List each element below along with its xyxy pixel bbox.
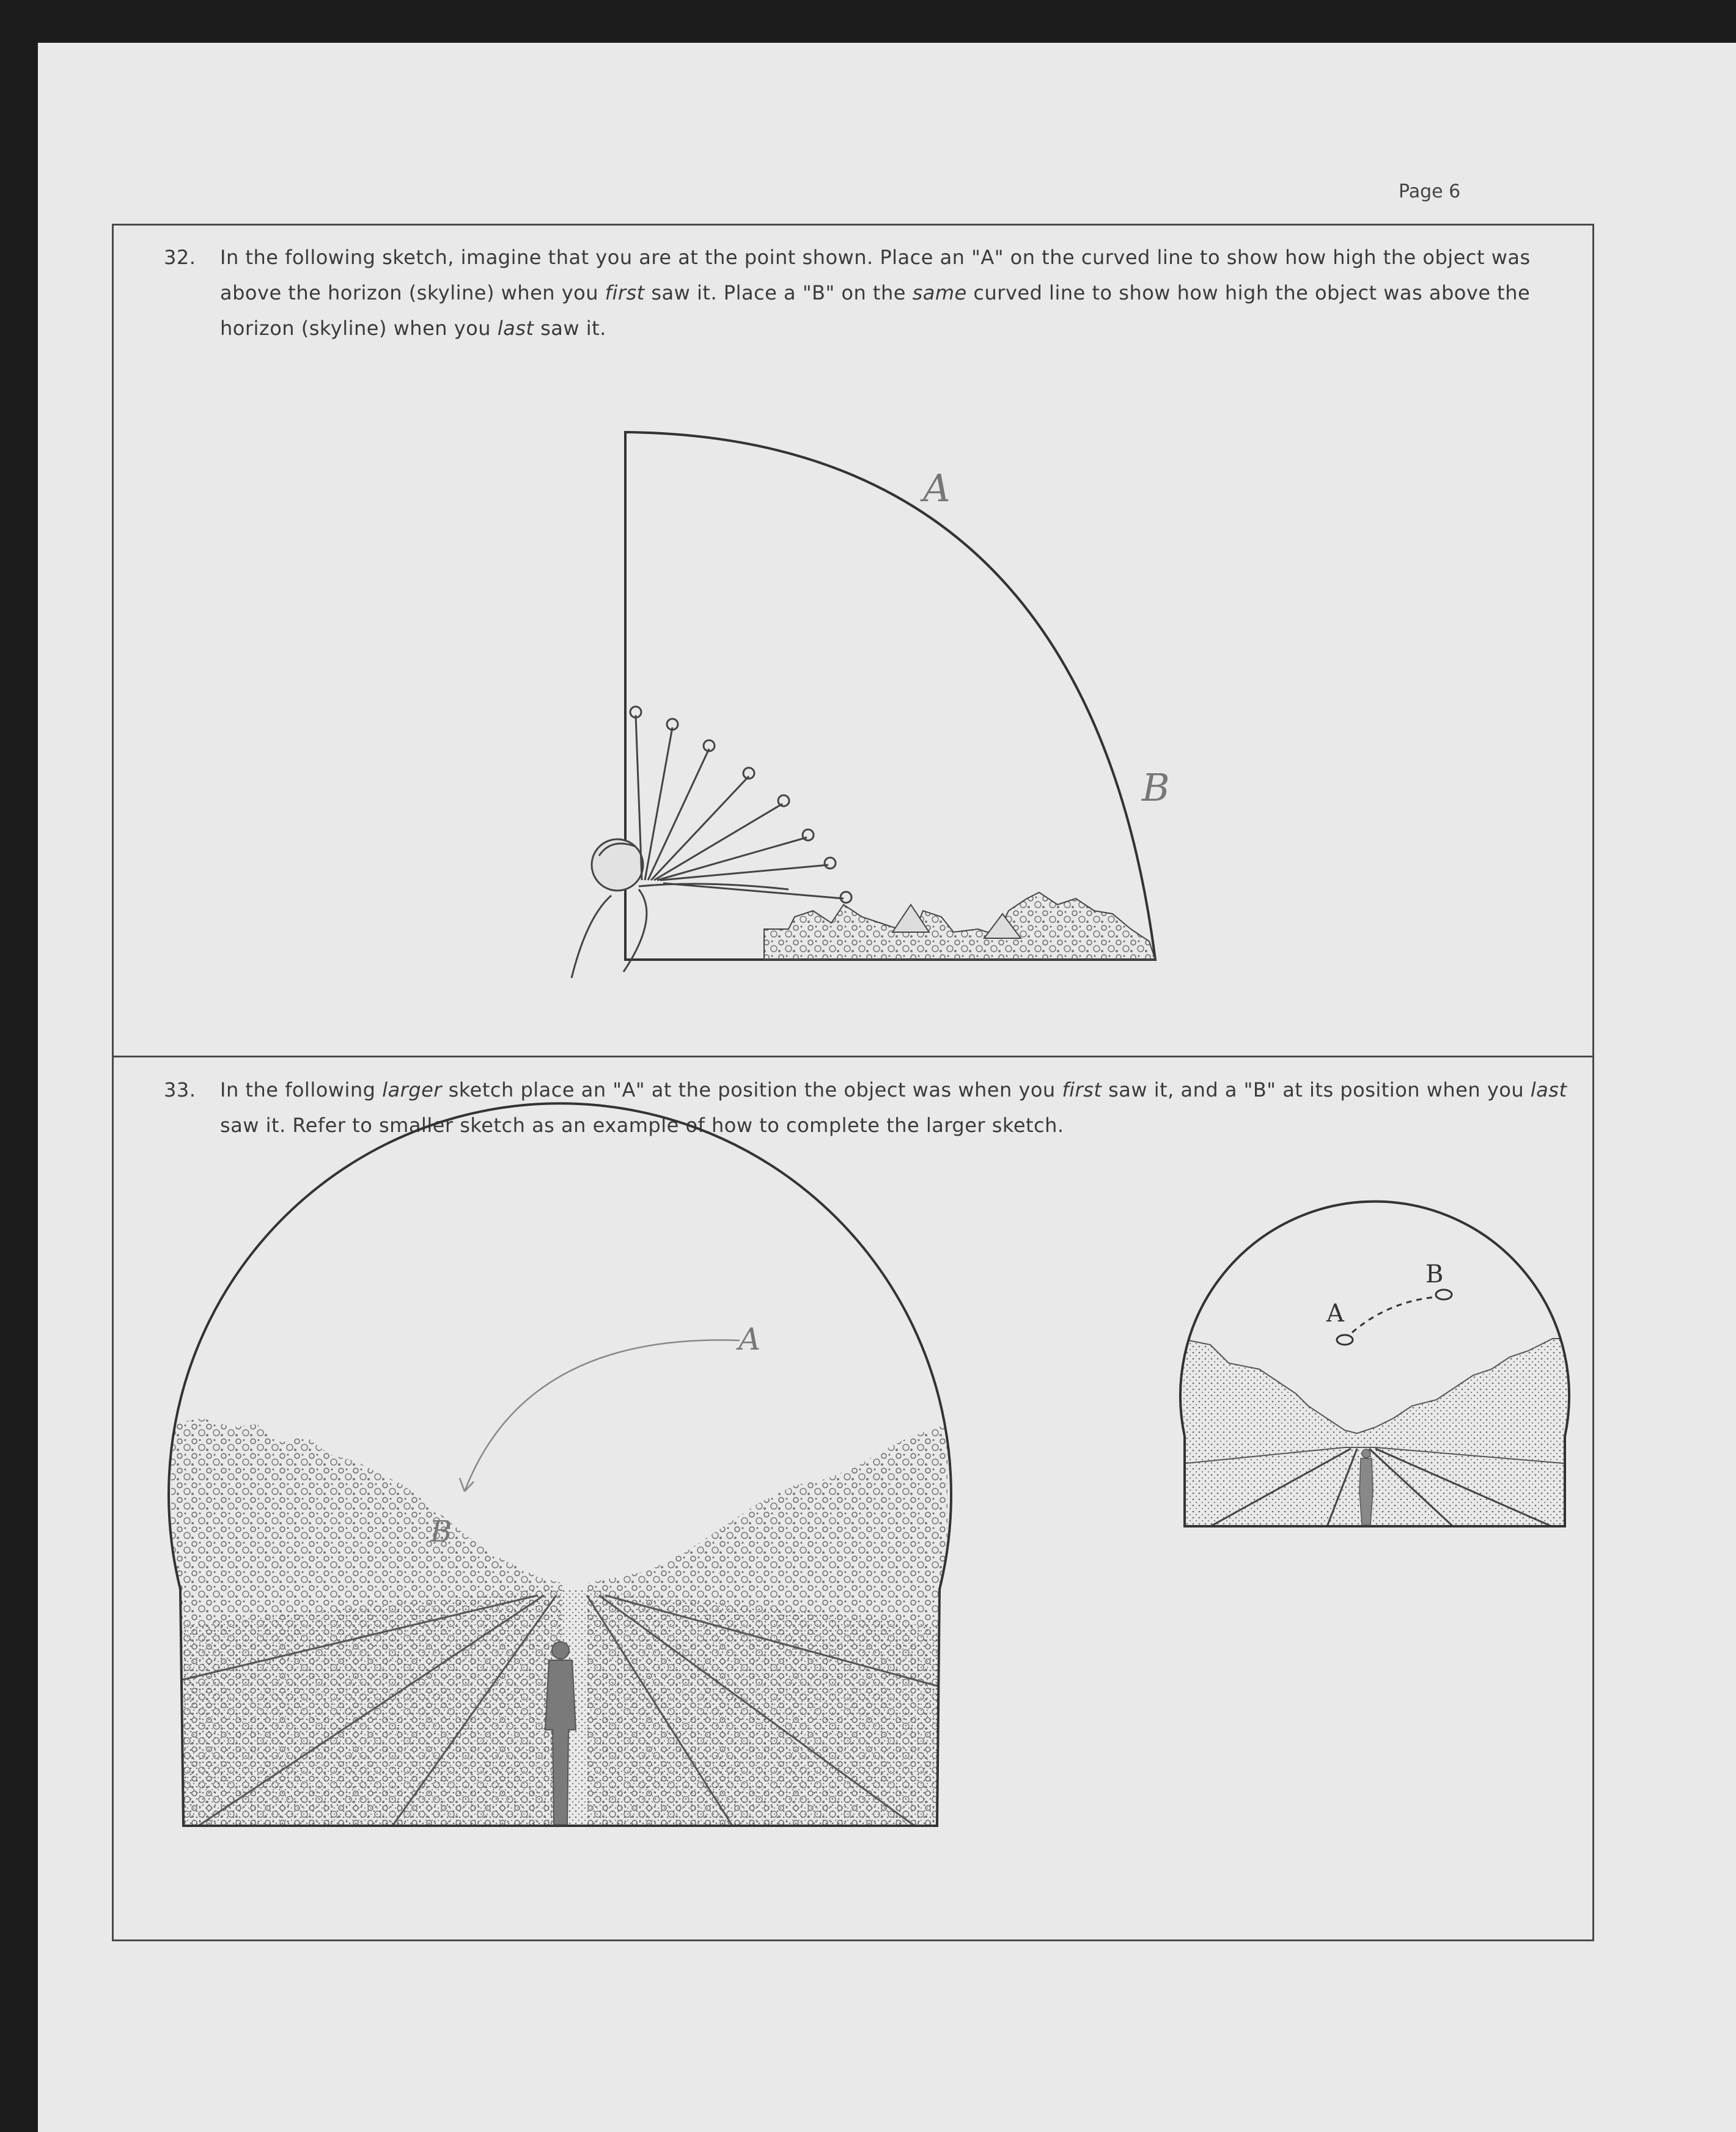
handwritten-a-33: A	[738, 1321, 761, 1357]
example-figure	[1359, 1449, 1373, 1525]
question-33-number: 33.	[164, 1078, 196, 1101]
quarter-circle-sketch	[572, 432, 1170, 978]
pointing-arms	[630, 707, 851, 903]
question-32-text: 32. In the following sketch, imagine that you are at the point shown. Place an "A" on the curved line to show how high the object was above the horizon (skyline) when you first saw it. Place a "B" on the same curved line to show how high the object was above the horizon (skyline) when you last saw it.	[220, 240, 1565, 346]
large-dome-sketch	[169, 1103, 951, 1834]
observer-figure	[572, 839, 789, 978]
example-label-b: B	[1425, 1260, 1444, 1288]
handwritten-b-32: B	[1142, 765, 1170, 810]
question-32-number: 32.	[164, 246, 196, 269]
question-33-text: 33. In the following larger sketch place an "A" at the position the object was when you first saw it, and a "B" at its position when you last saw it. Refer to smaller sketch as an example of how to complete the larger sketch.	[220, 1072, 1577, 1143]
example-label-a: A	[1326, 1299, 1344, 1328]
page-number: Page 6	[1399, 181, 1461, 202]
handwritten-b-33: B	[430, 1515, 452, 1549]
handwritten-a-32: A	[923, 466, 951, 510]
example-dome-sketch	[1180, 1202, 1571, 1528]
